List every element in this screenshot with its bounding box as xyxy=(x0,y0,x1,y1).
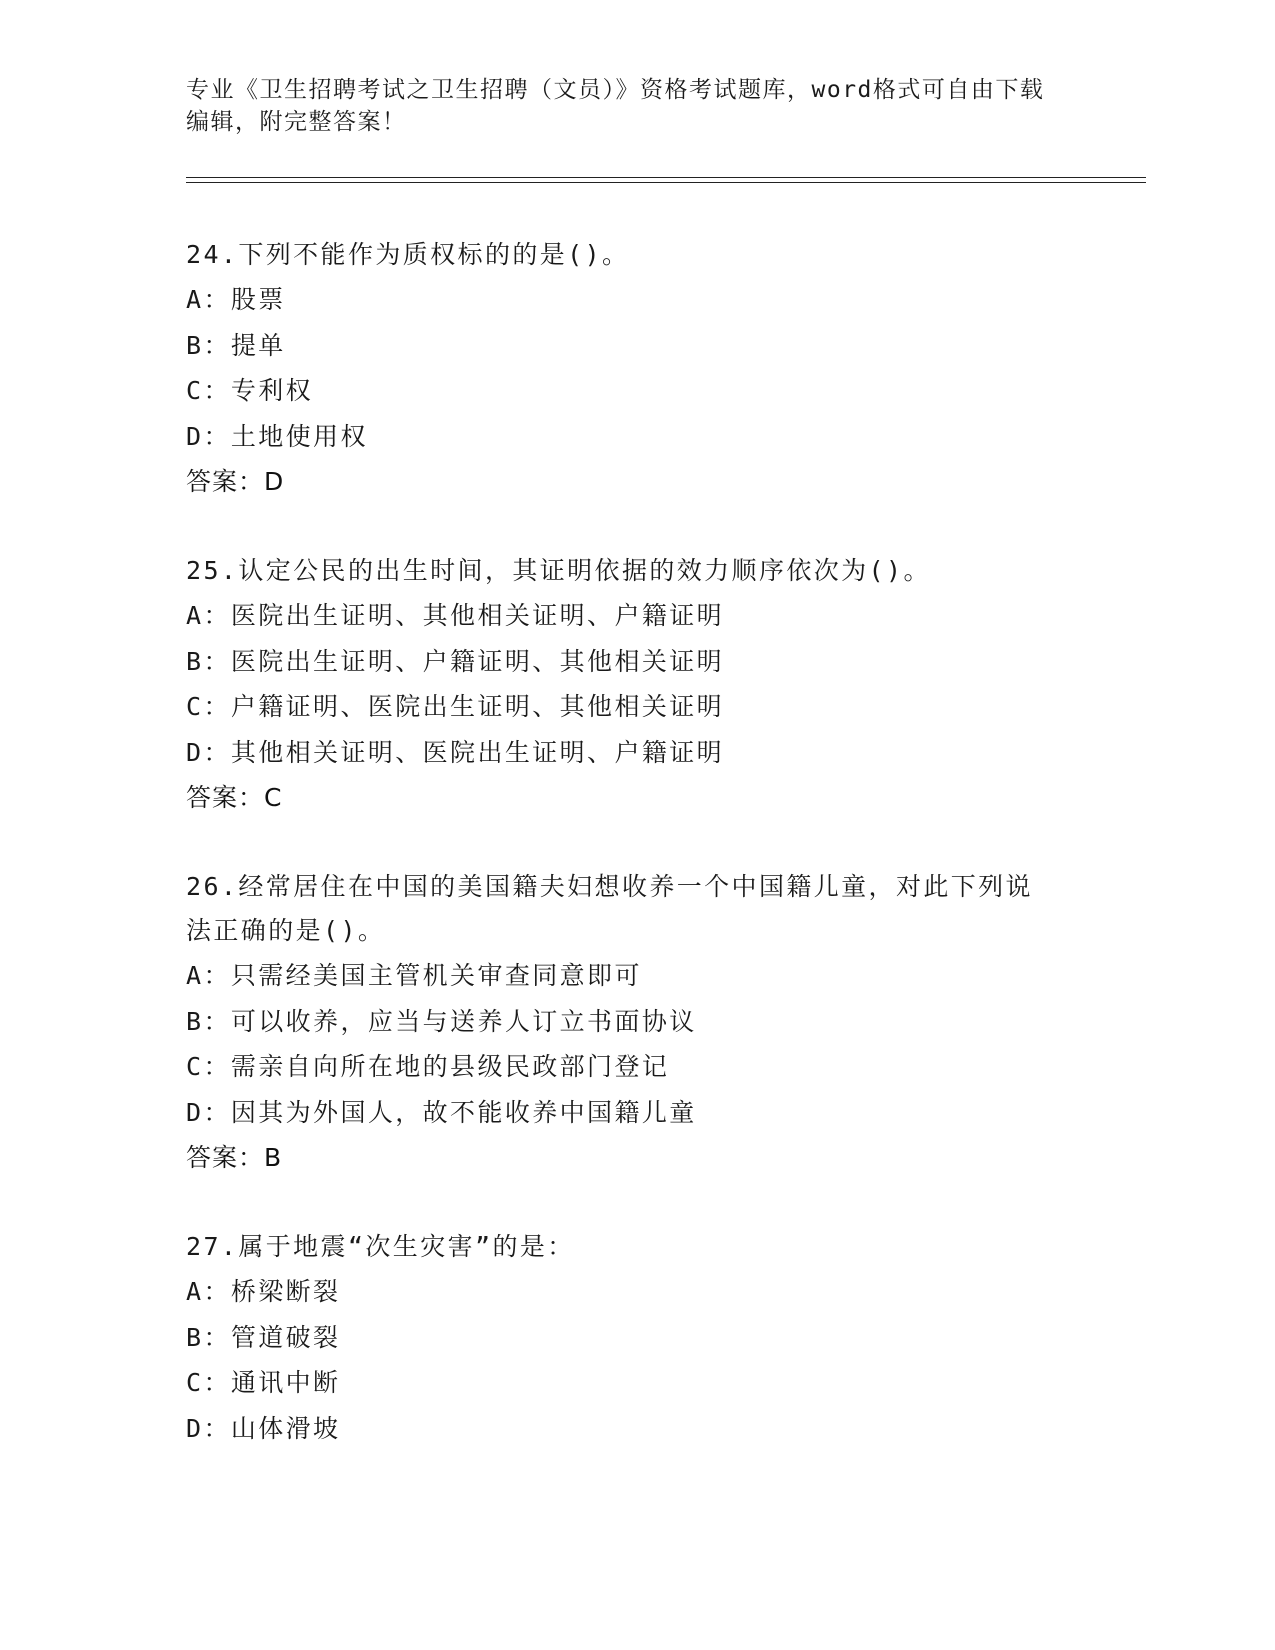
option-d: D：山体滑坡 xyxy=(186,1413,341,1443)
answer: 答案：D xyxy=(186,467,285,497)
option-d: D：其他相关证明、医院出生证明、户籍证明 xyxy=(186,737,725,767)
question-list xyxy=(186,233,1146,1495)
option-a: A：医院出生证明、其他相关证明、户籍证明 xyxy=(186,600,725,630)
option-c: C：专利权 xyxy=(186,376,314,406)
option-b: B：提单 xyxy=(186,330,286,360)
option-a: A：桥梁断裂 xyxy=(186,1276,341,1306)
option-d: D：因其为外国人，故不能收养中国籍儿童 xyxy=(186,1097,697,1127)
header-line-2: 编辑，附完整答案！ xyxy=(186,109,407,135)
question-24 xyxy=(186,233,1146,505)
option-a: A：只需经美国主管机关审查同意即可 xyxy=(186,960,642,990)
header-line-1: 专业《卫生招聘考试之卫生招聘（文员）》资格考试题库，word格式可自由下载 xyxy=(186,77,1045,103)
question-stem: 24.下列不能作为质权标的的是()。 xyxy=(186,240,630,269)
option-b: B：管道破裂 xyxy=(186,1322,341,1352)
option-c: C：需亲自向所在地的县级民政部门登记 xyxy=(186,1052,670,1082)
option-c: C：户籍证明、医院出生证明、其他相关证明 xyxy=(186,692,725,722)
header-divider-top xyxy=(186,177,1146,178)
answer: 答案：B xyxy=(186,1143,283,1173)
question-stem-line-2: 法正确的是()。 xyxy=(186,915,386,945)
option-b: B：医院出生证明、户籍证明、其他相关证明 xyxy=(186,646,725,676)
option-a: A：股票 xyxy=(186,285,286,314)
question-stem-line-1: 26.经常居住在中国的美国籍夫妇想收养一个中国籍儿童，对此下列说 xyxy=(186,871,1033,901)
question-25 xyxy=(186,549,1146,821)
question-26 xyxy=(186,865,1146,1181)
option-b: B：可以收养，应当与送养人订立书面协议 xyxy=(186,1006,697,1036)
header-divider-bottom xyxy=(186,182,1146,183)
question-stem: 27.属于地震“次生灾害”的是： xyxy=(186,1231,575,1261)
document-header xyxy=(186,74,1086,138)
question-stem: 25.认定公民的出生时间，其证明依据的效力顺序依次为()。 xyxy=(186,555,931,585)
option-d: D：土地使用权 xyxy=(186,421,368,451)
question-27 xyxy=(186,1225,1146,1451)
option-c: C：通讯中断 xyxy=(186,1368,341,1398)
answer: 答案：C xyxy=(186,783,283,813)
